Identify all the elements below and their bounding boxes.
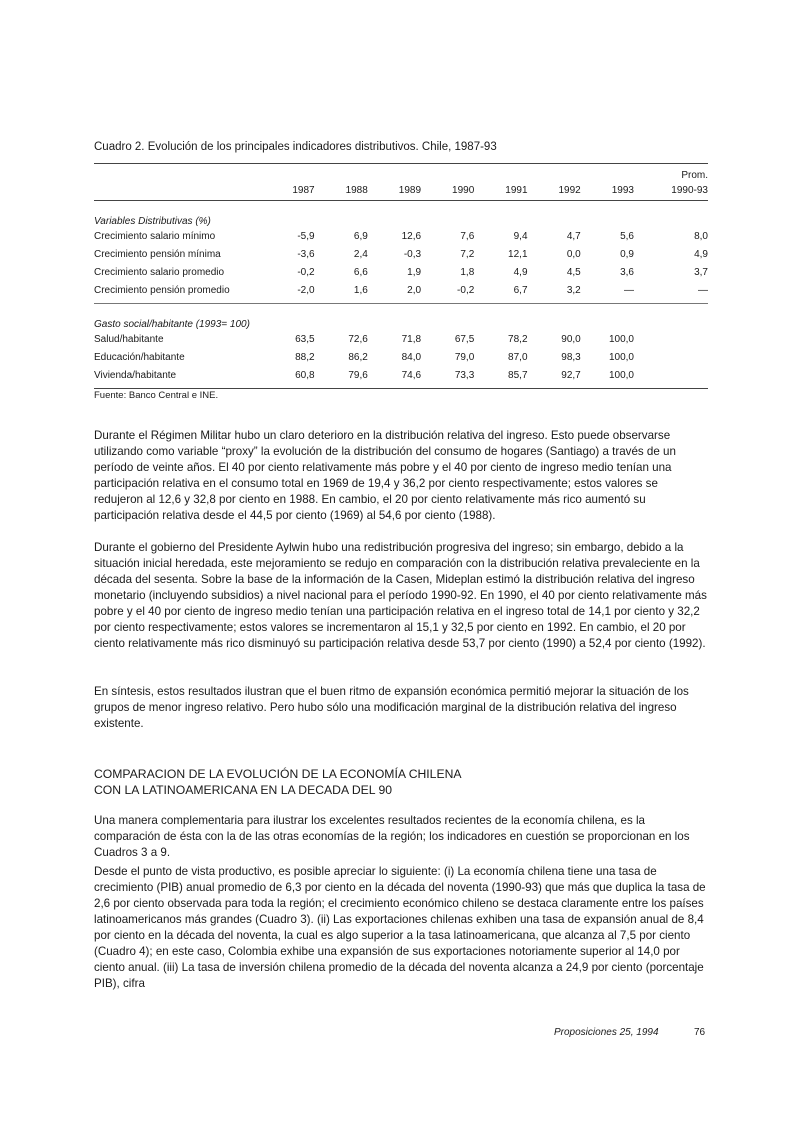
table-cell: 7,2 bbox=[460, 248, 475, 260]
table-cell: 6,9 bbox=[353, 230, 368, 242]
table-cell: -3,6 bbox=[297, 248, 315, 260]
table-cell: 4,5 bbox=[566, 266, 581, 278]
table-cell: 6,6 bbox=[353, 266, 368, 278]
footer-page-number: 76 bbox=[694, 1027, 706, 1038]
table-cell: 100,0 bbox=[608, 351, 634, 363]
section-title-distributive: Variables Distributivas (%) bbox=[94, 216, 211, 227]
table-row bbox=[94, 281, 708, 299]
table-cell: 86,2 bbox=[348, 351, 368, 363]
row-label: Crecimiento pensión promedio bbox=[94, 284, 230, 296]
year-header: 1991 bbox=[474, 181, 527, 201]
table-cell: 72,6 bbox=[348, 333, 368, 345]
table-cell: 100,0 bbox=[608, 333, 634, 345]
footer-journal-citation: Proposiciones 25, 1994 bbox=[554, 1027, 659, 1038]
table-row bbox=[94, 227, 708, 245]
table-cell: — bbox=[698, 284, 708, 296]
table-cell: 1,8 bbox=[460, 266, 475, 278]
table-cell: -5,9 bbox=[297, 230, 315, 242]
year-header: 1988 bbox=[315, 181, 368, 201]
table-row bbox=[94, 330, 708, 348]
table-cell: 63,5 bbox=[295, 333, 315, 345]
table-cell: -2,0 bbox=[297, 284, 315, 296]
table-cell: 60,8 bbox=[295, 369, 315, 381]
table-cell: -0,2 bbox=[457, 284, 475, 296]
table-cell bbox=[634, 348, 708, 366]
table-cell: 67,5 bbox=[454, 333, 475, 345]
section-title-social-spending: Gasto social/habitante (1993= 100) bbox=[94, 319, 250, 330]
table-cell: 0,0 bbox=[566, 248, 581, 260]
row-label: Crecimiento pensión mínima bbox=[94, 248, 221, 260]
row-label: Educación/habitante bbox=[94, 351, 185, 363]
table-cell bbox=[634, 366, 708, 384]
table-cell: 92,7 bbox=[561, 369, 581, 381]
table-source-note: Fuente: Banco Central e INE. bbox=[94, 390, 219, 401]
table-cell: 4,7 bbox=[566, 230, 581, 242]
table-cell: 1,6 bbox=[353, 284, 368, 296]
body-paragraph-2: Durante el gobierno del Presidente Aylwin hubo una redistribución progresiva del ingreso; sin embargo, debido a la situación inicial heredada, este mejoramiento se redujo en comparación con la distribución relativa prevaleciente en la década del sesenta. Sobre la base de la información de la Casen, Mideplan estimó la distribución relativa del ingreso monetario (incluyendo subsidios) a nivel nacional para el período 1990-92. En 1990, el 40 por ciento relativamente más pobre y el 40 por ciento de ingreso medio tenían una participación relativa en el ingreso total de 14,1 por ciento y 32,2 por ciento respectivamente; estos valores se incrementaron al 15,1 y 32,5 por ciento en 1992. En cambio, el 20 por ciento relativamente más rico disminuyó su participación relativa desde 53,7 por ciento (1990) a 52,4 por ciento (1992). bbox=[94, 541, 707, 650]
table-cell: -0,2 bbox=[297, 266, 315, 278]
table-row bbox=[94, 263, 708, 281]
table-cell: 4,9 bbox=[513, 266, 528, 278]
table-cell: 2,0 bbox=[407, 284, 422, 296]
table-cell: 87,0 bbox=[508, 351, 528, 363]
table-cell: 71,8 bbox=[401, 333, 422, 345]
table-cell: 98,3 bbox=[561, 351, 581, 363]
table-cell: 100,0 bbox=[608, 369, 634, 381]
body-paragraph-4: Una manera complementaria para ilustrar los excelentes resultados recientes de la economía chilena, es la comparación de ésta con la de las otras economías de la región; los indicadores en cuestión se proporcionan en los Cuadros 3 a 9. bbox=[94, 814, 690, 859]
table-cell: 7,6 bbox=[460, 230, 475, 242]
header-prom-label: Prom. bbox=[681, 170, 708, 181]
section-heading-line-2: CON LA LATINOAMERICANA EN LA DECADA DEL 90 bbox=[94, 783, 393, 797]
table-cell: 85,7 bbox=[508, 369, 528, 381]
section-heading-line-1: COMPARACION DE LA EVOLUCIÓN DE LA ECONOMÍA CHILENA bbox=[94, 767, 462, 781]
year-header: 1987 bbox=[261, 181, 314, 201]
table-row bbox=[94, 366, 708, 384]
table-cell: 74,6 bbox=[401, 369, 422, 381]
table-cell: 79,0 bbox=[454, 351, 475, 363]
table-cell bbox=[634, 330, 708, 348]
table-row bbox=[94, 348, 708, 366]
table-cell: 88,2 bbox=[295, 351, 315, 363]
header-years-row bbox=[94, 181, 708, 201]
table-cell: 6,7 bbox=[513, 284, 528, 296]
table-cell: 0,9 bbox=[620, 248, 634, 260]
year-header: 1993 bbox=[581, 181, 634, 201]
table-cell: 79,6 bbox=[348, 369, 368, 381]
table-cell: — bbox=[623, 284, 634, 296]
body-paragraph-5: Desde el punto de vista productivo, es posible apreciar lo siguiente: (i) La economía chilena tiene una tasa de crecimiento (PIB) anual promedio de 6,3 por ciento en la década del noventa (1990-93) que más que duplica la tasa de 2,6 por ciento observada para toda la región; el crecimiento económico chileno se destaca claramente entre los países latinoamericanos más grandes (Cuadro 3). (ii) Las exportaciones chilenas exhiben una tasa de expansión anual de 8,4 por ciento en la década del noventa, la cual es algo superior a la tasa latinoamericana, que alcanza al 7,5 por ciento (Cuadro 4); en este caso, Colombia exhibe una expansión de sus exportaciones notoriamente superior al 14,0 por ciento anual. (iii) La tasa de inversión chilena promedio de la década del noventa alcanza a 24,9 por ciento (porcentaje PIB), cifra bbox=[94, 865, 706, 990]
table-cell: 84,0 bbox=[401, 351, 422, 363]
row-label: Vivienda/habitante bbox=[94, 369, 177, 381]
table-cell: 3,2 bbox=[566, 284, 581, 296]
year-header: 1992 bbox=[528, 181, 581, 201]
table-cell: 1,9 bbox=[407, 266, 422, 278]
section-heading bbox=[94, 766, 710, 798]
table-cell: 5,6 bbox=[620, 230, 634, 242]
table-cell: -0,3 bbox=[403, 248, 422, 260]
table-caption: Cuadro 2. Evolución de los principales indicadores distributivos. Chile, 1987-93 bbox=[94, 141, 497, 153]
table-cell: 9,4 bbox=[513, 230, 528, 242]
year-header: 1989 bbox=[368, 181, 421, 201]
year-header: 1990-93 bbox=[634, 181, 708, 201]
row-label: Salud/habitante bbox=[94, 333, 164, 345]
body-paragraph-1: Durante el Régimen Militar hubo un claro deterioro en la distribución relativa del ingreso. Esto puede observarse utilizando como variable “proxy” la evolución de la distribución del consumo de hogares (Santiago) a través de un período de veinte años. El 40 por ciento relativamente más pobre y el 40 por ciento de ingreso medio tenían una participación relativa en el consumo total en 1969 de 19,4 y 36,2 por ciento respectivamente; estos valores se redujeron al 12,6 y 32,8 por ciento en 1988. En cambio, el 20 por ciento relativamente más rico aumentó su participación relativa desde el 44,5 por ciento (1969) al 54,6 por ciento (1988). bbox=[94, 429, 676, 522]
table-cell: 12,1 bbox=[508, 248, 528, 260]
distribution-indicators-table bbox=[94, 163, 708, 389]
table-cell: 78,2 bbox=[508, 333, 528, 345]
table-cell: 73,3 bbox=[454, 369, 475, 381]
table-cell: 8,0 bbox=[694, 230, 708, 242]
body-paragraph-3: En síntesis, estos resultados ilustran que el buen ritmo de expansión económica permitió mejorar la situación de los grupos de menor ingreso relativo. Pero hubo sólo una modificación marginal de la distribución relativa del ingreso existente. bbox=[94, 685, 689, 730]
table-row bbox=[94, 245, 708, 263]
year-header: 1990 bbox=[421, 181, 474, 201]
row-label: Crecimiento salario promedio bbox=[94, 266, 225, 278]
table-cell: 4,9 bbox=[694, 248, 708, 260]
table-cell: 12,6 bbox=[401, 230, 422, 242]
table-cell: 2,4 bbox=[353, 248, 368, 260]
table-cell: 3,6 bbox=[620, 266, 634, 278]
table-cell: 90,0 bbox=[561, 333, 581, 345]
table-cell: 3,7 bbox=[694, 266, 708, 278]
row-label: Crecimiento salario mínimo bbox=[94, 230, 216, 242]
